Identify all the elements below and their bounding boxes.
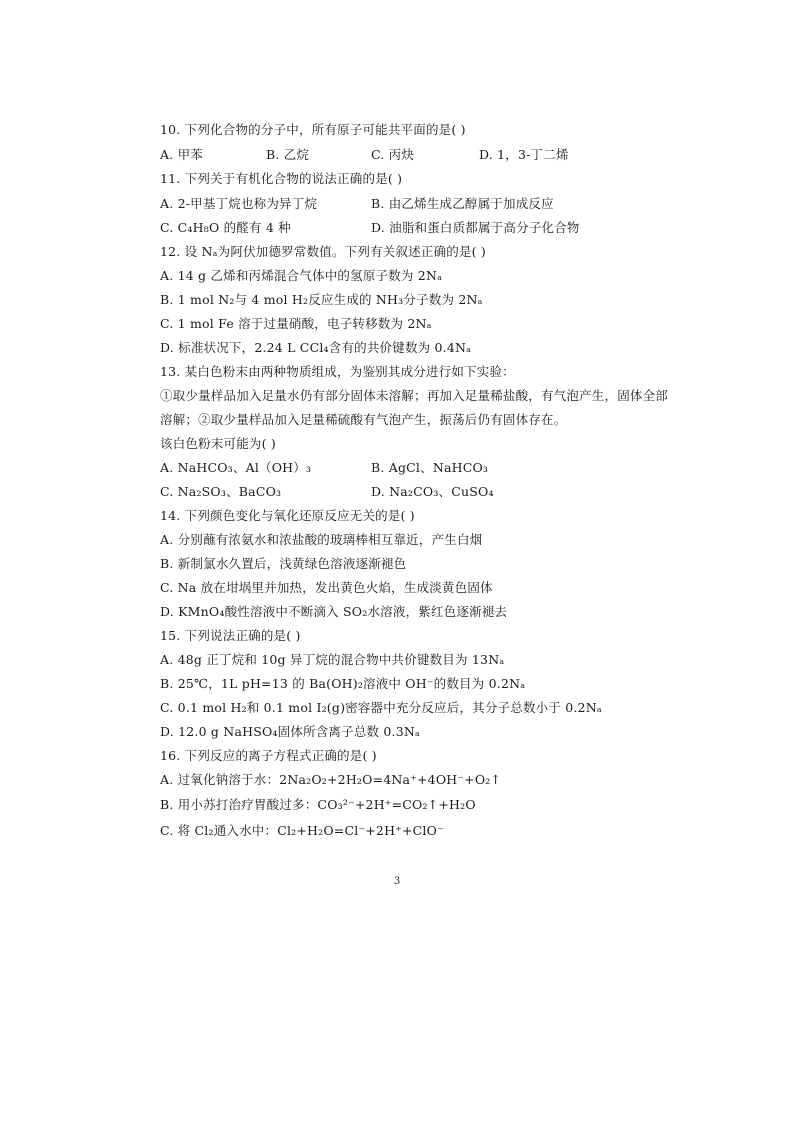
q11-stem: 11. 下列关于有机化合物的说法正确的是( ) bbox=[160, 171, 403, 186]
q15-option-a: A. 48g 正丁烷和 10g 异丁烷的混合物中共价键数目为 13Nₐ bbox=[160, 652, 505, 667]
page-number: 3 bbox=[393, 876, 401, 887]
q11-option-d: D. 油脂和蛋白质都属于高分子化合物 bbox=[371, 220, 580, 235]
q13-option-b: B. AgCl、NaHCO₃ bbox=[371, 460, 489, 475]
q16-option-a: A. 过氧化钠溶于水：2Na₂O₂+2H₂O=4Na⁺+4OH⁻+O₂↑ bbox=[160, 772, 502, 787]
q14-stem: 14. 下列颜色变化与氧化还原反应无关的是( ) bbox=[160, 508, 415, 523]
q14-option-c: C. Na 放在坩埚里并加热，发出黄色火焰，生成淡黄色固体 bbox=[160, 580, 493, 595]
q11-option-a: A. 2-甲基丁烷也称为异丁烷 bbox=[160, 196, 318, 211]
q12-option-a: A. 14 g 乙烯和丙烯混合气体中的氢原子数为 2Nₐ bbox=[160, 268, 443, 283]
q10-option-d: D. 1，3-丁二烯 bbox=[479, 147, 569, 162]
q15-stem: 15. 下列说法正确的是( ) bbox=[160, 628, 301, 643]
q10-stem: 10. 下列化合物的分子中，所有原子可能共平面的是( ) bbox=[160, 122, 466, 137]
q14-option-b: B. 新制氯水久置后，浅黄绿色溶液逐渐褪色 bbox=[160, 556, 407, 571]
q11-option-c: C. C₄H₈O 的醛有 4 种 bbox=[160, 220, 291, 235]
q10-option-c: C. 丙炔 bbox=[371, 147, 415, 162]
q10-option-b: B. 乙烷 bbox=[266, 147, 310, 162]
q13-option-d: D. Na₂CO₃、CuSO₄ bbox=[371, 484, 494, 499]
q13-text-line-2: 溶解；②取少量样品加入足量稀硫酸有气泡产生，振荡后仍有固体存在。 bbox=[160, 412, 567, 427]
q16-stem: 16. 下列反应的离子方程式正确的是( ) bbox=[160, 748, 377, 763]
q16-option-c: C. 将 Cl₂通入水中：Cl₂+H₂O=Cl⁻+2H⁺+ClO⁻ bbox=[160, 823, 444, 838]
q13-option-a: A. NaHCO₃、Al（OH）₃ bbox=[160, 460, 312, 475]
q13-option-c: C. Na₂SO₃、BaCO₃ bbox=[160, 484, 282, 499]
q16-option-b: B. 用小苏打治疗胃酸过多：CO₃²⁻+2H⁺=CO₂↑+H₂O bbox=[160, 797, 476, 812]
q12-option-c: C. 1 mol Fe 溶于过量硝酸，电子转移数为 2Nₐ bbox=[160, 316, 432, 331]
q12-stem: 12. 设 Nₐ为阿伏加德罗常数值。下列有关叙述正确的是( ) bbox=[160, 244, 487, 259]
q13-text-line-3: 该白色粉末可能为( ) bbox=[160, 436, 276, 451]
q13-stem: 13. 某白色粉末由两种物质组成，为鉴别其成分进行如下实验： bbox=[160, 364, 515, 379]
q15-option-d: D. 12.0 g NaHSO₄固体所含离子总数 0.3Nₐ bbox=[160, 724, 421, 739]
q11-option-b: B. 由乙烯生成乙醇属于加成反应 bbox=[371, 196, 554, 211]
q14-option-a: A. 分别蘸有浓氨水和浓盐酸的玻璃棒相互靠近，产生白烟 bbox=[160, 532, 483, 547]
q14-option-d: D. KMnO₄酸性溶液中不断滴入 SO₂水溶液，紫红色逐渐褪去 bbox=[160, 604, 508, 619]
q15-option-c: C. 0.1 mol H₂和 0.1 mol I₂(g)密容器中充分反应后，其分子总数小于 0.2Nₐ bbox=[160, 700, 602, 715]
q12-option-b: B. 1 mol N₂与 4 mol H₂反应生成的 NH₃分子数为 2Nₐ bbox=[160, 292, 483, 307]
q12-option-d: D. 标准状况下，2.24 L CCl₄含有的共价键数为 0.4Nₐ bbox=[160, 340, 472, 355]
q15-option-b: B. 25℃，1L pH=13 的 Ba(OH)₂溶液中 OH⁻的数目为 0.2Nₐ bbox=[160, 676, 526, 691]
q10-option-a: A. 甲苯 bbox=[160, 147, 203, 162]
q13-text-line-1: ①取少量样品加入足量水仍有部分固体未溶解；再加入足量稀盐酸，有气泡产生，固体全部 bbox=[160, 388, 669, 403]
